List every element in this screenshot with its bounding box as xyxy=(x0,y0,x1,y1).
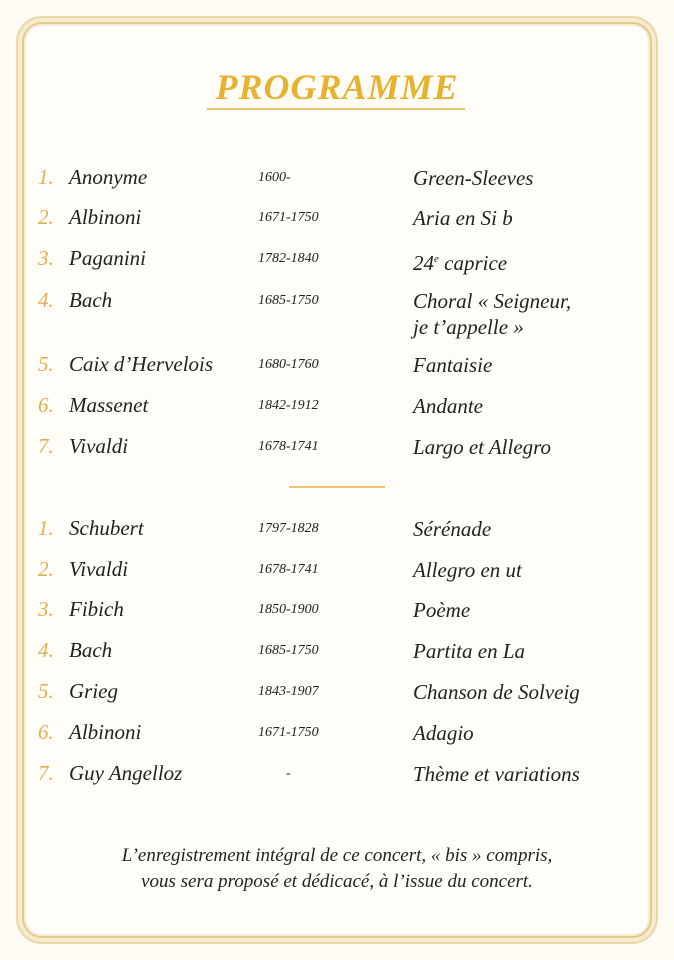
composer-dates: 1680-1760 xyxy=(258,357,319,372)
programme-row xyxy=(0,761,674,801)
composer-name: Grieg xyxy=(69,679,118,703)
composer-dates: 1842-1912 xyxy=(258,398,319,413)
work-title: Green-Sleeves xyxy=(413,166,534,190)
programme-row xyxy=(0,638,674,678)
composer-dates: 1600- xyxy=(258,170,291,185)
composer-name: Albinoni xyxy=(69,205,142,229)
programme-row xyxy=(0,246,674,286)
work-title: Thème et variations xyxy=(413,762,580,786)
programme-row xyxy=(0,516,674,556)
work-title-rest: caprice xyxy=(438,251,508,275)
work-title-superscript: e xyxy=(434,253,439,265)
programme-row xyxy=(0,205,674,245)
programme-row xyxy=(0,557,674,597)
composer-name: Vivaldi xyxy=(69,557,129,581)
item-number: 1. xyxy=(38,516,54,540)
section-divider xyxy=(289,486,385,488)
composer-dates: 1671-1750 xyxy=(258,210,319,225)
work-title-line1: Choral « Seigneur, xyxy=(413,289,572,313)
composer-name: Schubert xyxy=(69,516,144,540)
work-title-number: 24 xyxy=(413,251,434,275)
composer-dates: 1843-1907 xyxy=(258,684,319,699)
item-number: 5. xyxy=(38,352,54,376)
page-title: PROGRAMME xyxy=(215,67,459,107)
item-number: 1. xyxy=(38,165,54,189)
work-title-line2: je t’appelle » xyxy=(413,315,524,339)
composer-dates: 1685-1750 xyxy=(258,643,319,658)
work-title: Allegro en ut xyxy=(413,558,522,582)
composer-dates: 1678-1741 xyxy=(258,562,319,577)
composer-name: Massenet xyxy=(69,393,149,417)
item-number: 5. xyxy=(38,679,54,703)
composer-name: Albinoni xyxy=(69,720,142,744)
work-title: Poème xyxy=(413,598,471,622)
item-number: 7. xyxy=(38,761,54,785)
work-title xyxy=(413,246,507,276)
item-number: 4. xyxy=(38,288,54,312)
composer-name: Anonyme xyxy=(69,165,148,189)
composer-name: Caix d’Hervelois xyxy=(69,352,214,376)
programme-row xyxy=(0,393,674,433)
programme-row xyxy=(0,288,674,348)
composer-name: Vivaldi xyxy=(69,434,129,458)
programme-row xyxy=(0,352,674,392)
composer-name: Paganini xyxy=(69,246,146,270)
work-title: Partita en La xyxy=(413,639,526,663)
composer-dates: 1797-1828 xyxy=(258,521,319,536)
work-title: Aria en Si b xyxy=(413,206,513,230)
programme-row xyxy=(0,165,674,205)
programme-row xyxy=(0,679,674,719)
title-underline xyxy=(207,108,465,110)
composer-dates: - xyxy=(286,766,291,781)
work-title: Chanson de Solveig xyxy=(413,680,580,704)
composer-name: Bach xyxy=(69,638,113,662)
composer-dates: 1850-1900 xyxy=(258,602,319,617)
item-number: 3. xyxy=(38,246,54,270)
programme-row xyxy=(0,434,674,474)
composer-dates: 1782-1840 xyxy=(258,251,319,266)
composer-dates: 1671-1750 xyxy=(258,725,319,740)
programme-row xyxy=(0,597,674,637)
programme-row xyxy=(0,720,674,760)
item-number: 6. xyxy=(38,393,54,417)
item-number: 3. xyxy=(38,597,54,621)
composer-dates: 1678-1741 xyxy=(258,439,319,454)
work-title: Adagio xyxy=(413,721,474,745)
item-number: 4. xyxy=(38,638,54,662)
composer-name: Bach xyxy=(69,288,113,312)
footer-line-1: L’enregistrement intégral de ce concert, « bis » compris, xyxy=(121,845,553,866)
composer-dates: 1685-1750 xyxy=(258,293,319,308)
composer-name: Guy Angelloz xyxy=(69,761,183,785)
composer-name: Fibich xyxy=(69,597,124,621)
item-number: 2. xyxy=(38,205,54,229)
item-number: 7. xyxy=(38,434,54,458)
work-title: Sérénade xyxy=(413,517,492,541)
item-number: 2. xyxy=(38,557,54,581)
work-title: Fantaisie xyxy=(413,353,493,377)
item-number: 6. xyxy=(38,720,54,744)
footer-note xyxy=(0,843,674,895)
work-title: Largo et Allegro xyxy=(413,435,552,459)
footer-line-2: vous sera proposé et dédicacé, à l’issue du concert. xyxy=(141,871,533,892)
work-title: Andante xyxy=(413,394,483,418)
work-title xyxy=(413,288,571,340)
